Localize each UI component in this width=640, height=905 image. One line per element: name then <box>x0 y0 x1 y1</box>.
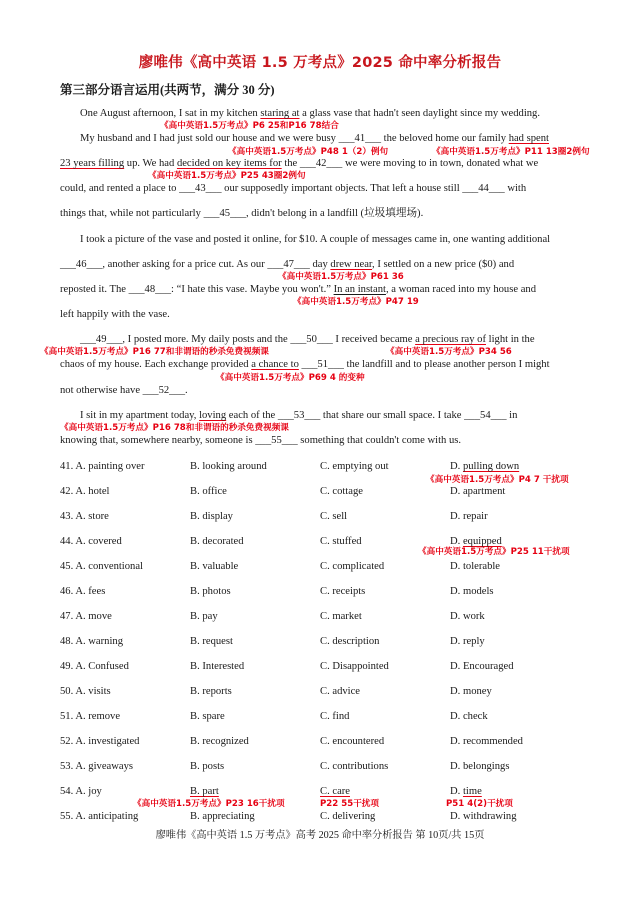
option-d[interactable]: D. pulling down <box>450 461 520 472</box>
option-d[interactable]: D. money <box>450 686 492 697</box>
passage-line-5: things that, while not particularly ___45___, didn't belong in a landfill (垃圾填埋场). <box>60 208 424 219</box>
option-d[interactable]: D. models <box>450 586 494 597</box>
blank-44[interactable]: ___44___ <box>462 183 505 194</box>
option-a[interactable]: A. Confused <box>75 661 129 672</box>
option-b[interactable]: B. reports <box>190 686 232 697</box>
option-b[interactable]: B. valuable <box>190 561 239 572</box>
option-b[interactable]: B. spare <box>190 711 225 722</box>
option-a[interactable]: A. giveaways <box>75 761 133 772</box>
passage-line-9: left happily with the vase. <box>60 309 170 320</box>
option-a[interactable]: A. joy <box>75 786 102 797</box>
blank-51[interactable]: ___51___ <box>301 359 344 370</box>
option-d[interactable]: D. check <box>450 711 488 722</box>
annotation-note: 《高中英语1.5万考点》P4 7 干扰项 <box>426 475 569 485</box>
option-c[interactable]: C. encountered <box>320 736 385 747</box>
option-b[interactable]: B. looking around <box>190 461 267 472</box>
annotation-note: 《高中英语1.5万考点》P47 19 <box>293 297 419 307</box>
option-c[interactable]: C. delivering <box>320 811 376 822</box>
option-c[interactable]: C. stuffed <box>320 536 362 547</box>
report-title: 廖唯伟《高中英语 1.5 万考点》2025 命中率分析报告 <box>138 55 502 71</box>
blank-52[interactable]: ___52___ <box>142 385 186 396</box>
blank-50[interactable]: ___50___ <box>290 334 333 345</box>
annotation-note: 《高中英语1.5万考点》P23 16干扰项 <box>133 799 285 809</box>
passage-line-10: ___49___, I posted more. My daily posts and the ___50___ I received became a precious ray of light in the <box>80 334 535 345</box>
option-row-53: 53. A. giveaways <box>60 761 133 772</box>
annotation-note: 《高中英语1.5万考点》P16 77和非谓语的秒杀免费视频课 <box>40 347 269 357</box>
option-b[interactable]: B. display <box>190 511 233 522</box>
blank-45[interactable]: ___45___ <box>203 208 246 219</box>
option-row-43: 43. A. store <box>60 511 109 522</box>
blank-43[interactable]: ___43___ <box>179 183 222 194</box>
annotation-note: 《高中英语1.5万考点》P16 78和非谓语的秒杀免费视频课 <box>60 423 289 433</box>
option-c[interactable]: C. complicated <box>320 561 385 572</box>
annotation-note: 《高中英语1.5万考点》P25 43圈2例句 <box>148 171 306 181</box>
option-c[interactable]: C. advice <box>320 686 361 697</box>
option-row-46: 46. A. fees <box>60 586 106 597</box>
blank-41[interactable]: ___41___ <box>338 133 381 144</box>
option-b[interactable]: B. posts <box>190 761 225 772</box>
option-row-49: 49. A. Confused <box>60 661 129 672</box>
option-a[interactable]: A. anticipating <box>75 811 139 822</box>
option-d[interactable]: D. time <box>450 786 482 797</box>
option-c[interactable]: C. sell <box>320 511 348 522</box>
blank-48[interactable]: ___48___ <box>128 284 172 295</box>
option-a[interactable]: A. investigated <box>75 736 140 747</box>
option-row-47: 47. A. move <box>60 611 112 622</box>
option-c[interactable]: C. description <box>320 636 380 647</box>
option-row-44: 44. A. covered <box>60 536 122 547</box>
option-a[interactable]: A. remove <box>75 711 121 722</box>
option-b[interactable]: B. decorated <box>190 536 244 547</box>
section-heading: 第三部分语言运用(共两节，满分 30 分) <box>60 83 275 97</box>
annotation-note: 《高中英语1.5万考点》P48 1（2）例句 <box>228 147 389 157</box>
option-row-50: 50. A. visits <box>60 686 111 697</box>
option-b[interactable]: B. part <box>190 786 219 797</box>
option-c[interactable]: C. care <box>320 786 350 797</box>
option-a[interactable]: A. fees <box>75 586 106 597</box>
annotation-note: 《高中英语1.5万考点》P25 11干扰项 <box>418 547 570 557</box>
option-d[interactable]: D. tolerable <box>450 561 501 572</box>
option-c[interactable]: C. contributions <box>320 761 389 772</box>
annotation-note: 《高中英语1.5万考点》P11 13圈2例句 <box>432 147 590 157</box>
option-row-51: 51. A. remove <box>60 711 121 722</box>
option-b[interactable]: B. appreciating <box>190 811 255 822</box>
option-c[interactable]: C. market <box>320 611 362 622</box>
option-d[interactable]: D. repair <box>450 511 488 522</box>
blank-49[interactable]: ___49___ <box>80 334 123 345</box>
option-a[interactable]: A. move <box>75 611 112 622</box>
option-d[interactable]: D. recommended <box>450 736 523 747</box>
passage-line-7: ___46___, another asking for a price cut. As our ___47___ day drew near, I settled on a new price ($0) and <box>60 259 515 270</box>
blank-42[interactable]: ___42___ <box>299 158 343 169</box>
option-a[interactable]: A. covered <box>75 536 122 547</box>
option-row-42: 42. A. hotel <box>60 486 110 497</box>
option-c[interactable]: C. find <box>320 711 350 722</box>
annotation-note: 《高中英语1.5万考点》P69 4 的变种 <box>216 373 365 383</box>
option-d[interactable]: D. Encouraged <box>450 661 514 672</box>
passage-line-4: could, and rented a place to ___43___ our supposedly important objects. That left a house still ___44___ with <box>60 183 527 194</box>
option-d[interactable]: D. belongings <box>450 761 510 772</box>
option-b[interactable]: B. request <box>190 636 233 647</box>
passage-line-13: I sit in my apartment today, loving each of the ___53___ that share our small space. I take ___54___ in <box>80 410 518 421</box>
option-d[interactable]: D. equipped <box>450 536 502 547</box>
passage-line-3: 23 years filling up. We had decided on key items for the ___42___ we were moving to in town, donated what we <box>60 158 539 169</box>
option-a[interactable]: A. store <box>75 511 109 522</box>
passage-line-2: My husband and I had just sold our house and we were busy ___41___ the beloved home our family had spent <box>80 133 549 144</box>
option-b[interactable]: B. recognized <box>190 736 249 747</box>
option-d[interactable]: D. apartment <box>450 486 506 497</box>
annotation-note: P22 55干扰项 <box>320 799 379 809</box>
option-d[interactable]: D. work <box>450 611 485 622</box>
option-b[interactable]: B. photos <box>190 586 231 597</box>
option-c[interactable]: C. Disappointed <box>320 661 389 672</box>
passage-line-12: not otherwise have ___52___. <box>60 385 188 396</box>
blank-55[interactable]: ___55___ <box>255 435 298 446</box>
option-a[interactable]: A. painting over <box>75 461 145 472</box>
option-row-45: 45. A. conventional <box>60 561 143 572</box>
option-row-41: 41. A. painting over <box>60 461 145 472</box>
option-row-55: 55. A. anticipating <box>60 811 139 822</box>
annotation-note: 《高中英语1.5万考点》P6 25和P16 78结合 <box>160 121 339 131</box>
page-footer: 廖唯伟《高中英语 1.5 万考点》高考 2025 命中率分析报告 第 10页/共 15页 <box>155 830 485 841</box>
annotation-note: 《高中英语1.5万考点》P34 56 <box>386 347 512 357</box>
blank-46[interactable]: ___46___ <box>60 259 103 270</box>
annotation-note: 《高中英语1.5万考点》P61 36 <box>278 272 404 282</box>
option-d[interactable]: D. reply <box>450 636 485 647</box>
blank-47[interactable]: ___47___ <box>267 259 310 270</box>
option-c[interactable]: C. emptying out <box>320 461 389 472</box>
passage-line-14: knowing that, somewhere nearby, someone is ___55___ something that couldn't come with us. <box>60 435 462 446</box>
option-c[interactable]: C. receipts <box>320 586 366 597</box>
option-d[interactable]: D. withdrawing <box>450 811 517 822</box>
option-b[interactable]: B. office <box>190 486 227 497</box>
option-row-48: 48. A. warning <box>60 636 123 647</box>
option-a[interactable]: A. conventional <box>75 561 143 572</box>
passage-line-11: chaos of my house. Each exchange provided a chance to ___51___ the landfill and to please another person I might <box>60 359 550 370</box>
option-a[interactable]: A. warning <box>75 636 123 647</box>
annotation-note: P51 4(2)干扰项 <box>446 799 513 809</box>
option-b[interactable]: B. Interested <box>190 661 245 672</box>
passage-line-1: One August afternoon, I sat in my kitchen staring at a glass vase that hadn't seen daylight since my wedding. <box>80 108 541 119</box>
option-row-54: 54. A. joy <box>60 786 102 797</box>
passage-line-8: reposted it. The ___48___: “I hate this vase. Maybe you won't.” In an instant, a woman raced into my house and <box>60 284 536 295</box>
passage-line-6: I took a picture of the vase and posted it online, for $10. A couple of messages came in, one wanting additional <box>80 234 551 245</box>
option-a[interactable]: A. hotel <box>75 486 110 497</box>
blank-54[interactable]: ___54___ <box>464 410 507 421</box>
option-a[interactable]: A. visits <box>75 686 111 697</box>
option-b[interactable]: B. pay <box>190 611 218 622</box>
option-c[interactable]: C. cottage <box>320 486 363 497</box>
option-row-52: 52. A. investigated <box>60 736 140 747</box>
blank-53[interactable]: ___53___ <box>277 410 321 421</box>
